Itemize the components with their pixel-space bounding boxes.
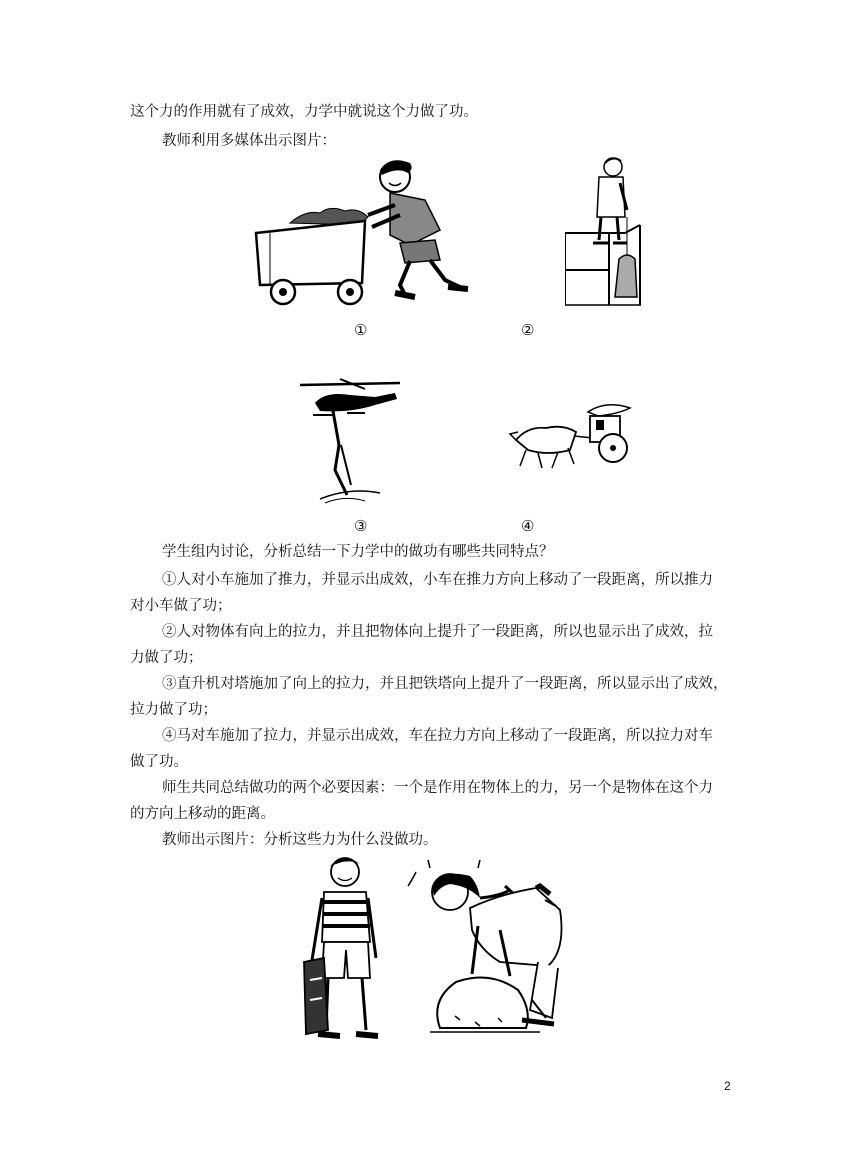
paragraph-line: 拉力做了功； [130,702,217,718]
helicopter-lifting-tower-illustration [295,375,410,510]
no-work-examples-illustration [300,850,595,1045]
page-number: 2 [724,1079,731,1093]
paragraph-line: ③直升机对塔施加了向上的拉力，并且把铁塔向上提升了一段距离，所以显示出了成效， [162,676,728,692]
paragraph-line: ①人对小车施加了推力，并显示出成效，小车在推力方向上移动了一段距离，所以推力 [162,572,713,588]
paragraph-line: 学生组内讨论，分析总结一下力学中的做功有哪些共同特点？ [162,544,554,560]
paragraph-line: ④马对车施加了拉力，并显示出成效，车在拉力方向上移动了一段距离，所以拉力对车 [162,728,713,744]
figure-caption-3: ③ [354,517,368,535]
paragraph-line: 这个力的作用就有了成效，力学中就说这个力做了功。 [130,104,478,120]
paragraph-line: ②人对物体有向上的拉力，并且把物体向上提升了一段距离，所以也显示出了成效，拉 [162,624,713,640]
figure-caption-4: ④ [521,517,535,535]
paragraph-line: 教师利用多媒体出示图片： [162,133,336,149]
paragraph-line: 做了功。 [130,754,188,770]
horse-pulling-cart-illustration [508,398,638,473]
paragraph-line: 对小车做了功； [130,598,232,614]
man-lifting-bag-illustration [565,155,645,310]
paragraph-line: 力做了功； [130,650,203,666]
paragraph-line: 教师出示图片：分析这些力为什么没做功。 [162,832,438,848]
boy-pushing-cart-illustration [250,155,475,310]
paragraph-line: 的方向上移动的距离。 [130,806,275,822]
paragraph-line: 师生共同总结做功的两个必要因素：一个是作用在物体上的力，另一个是物体在这个力 [162,780,713,796]
figure-caption-2: ② [521,321,535,339]
figure-caption-1: ① [354,321,368,339]
